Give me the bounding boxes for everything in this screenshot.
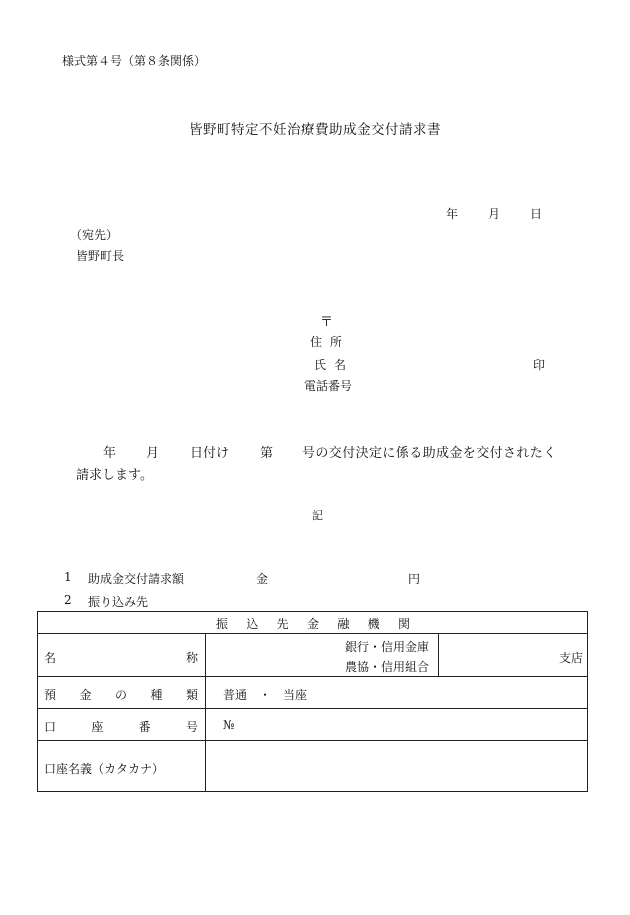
table-divider [38,740,587,741]
amount-yen-label: 円 [408,572,421,586]
header-char: 機 [367,617,380,631]
header-char: 込 [246,617,259,631]
bank-table-header [216,615,410,632]
date-month-label: 月 [488,207,501,221]
header-char: 関 [397,617,410,631]
label-char: 番 [138,720,151,734]
header-char: 振 [216,617,229,631]
label-char: 号 [185,720,198,734]
label-char: 金 [79,688,92,702]
label-char: 名 [44,651,57,665]
ki-label: 記 [312,509,323,522]
table-divider [38,633,587,634]
deposit-type-label [44,686,198,703]
header-char: 融 [337,617,350,631]
label-char: 座 [91,720,104,734]
account-number-value: № [223,718,235,732]
account-holder-label: 口座名義（カタカナ） [44,762,165,776]
table-divider [38,676,587,677]
label-char: 称 [185,651,198,665]
table-divider [38,708,587,709]
label-char: の [114,688,127,702]
date-day-label: 日 [530,207,543,221]
form-number: 様式第４号（第８条関係） [62,54,207,68]
request-text-line2: 請求します。 [76,468,153,483]
label-char: 口 [44,720,57,734]
deposit-type-value: 普通 ・ 当座 [223,688,308,702]
bank-type-1: 銀行・信用金庫 [345,640,430,654]
bank-type-2: 農協・信用組合 [345,660,430,674]
account-number-label [44,718,198,735]
phone-label: 電話番号 [304,379,353,393]
label-char: 種 [150,688,163,702]
date-year-label: 年 [446,207,459,221]
request-date-suffix: 日付け [190,446,230,461]
addressee-name: 皆野町長 [76,249,125,263]
item-number: 2 [64,593,72,607]
seal-label: 印 [533,358,546,372]
request-number-prefix: 第 [260,446,274,461]
document-title: 皆野町特定不妊治療費助成金交付請求書 [189,122,441,138]
label-char: 類 [185,688,198,702]
table-divider [205,633,206,791]
bank-table [37,611,588,792]
item-label: 助成金交付請求額 [88,572,185,586]
branch-label: 支店 [559,651,584,665]
address-label: 住所 [310,335,351,349]
request-text: 号の交付決定に係る助成金を交付されたく [302,446,557,461]
request-year: 年 [103,446,117,461]
label-char: 預 [44,688,57,702]
amount-kin-label: 金 [256,572,269,586]
header-char: 先 [276,617,289,631]
item-label: 振り込み先 [88,595,149,609]
header-char: 金 [306,617,319,631]
name-row-label [44,649,198,666]
name-label: 氏名 [314,358,355,372]
postal-mark: 〒 [320,315,334,330]
table-divider [438,633,439,676]
item-number: 1 [64,570,72,584]
addressee-label: （宛先） [70,228,119,242]
request-month: 月 [146,446,160,461]
